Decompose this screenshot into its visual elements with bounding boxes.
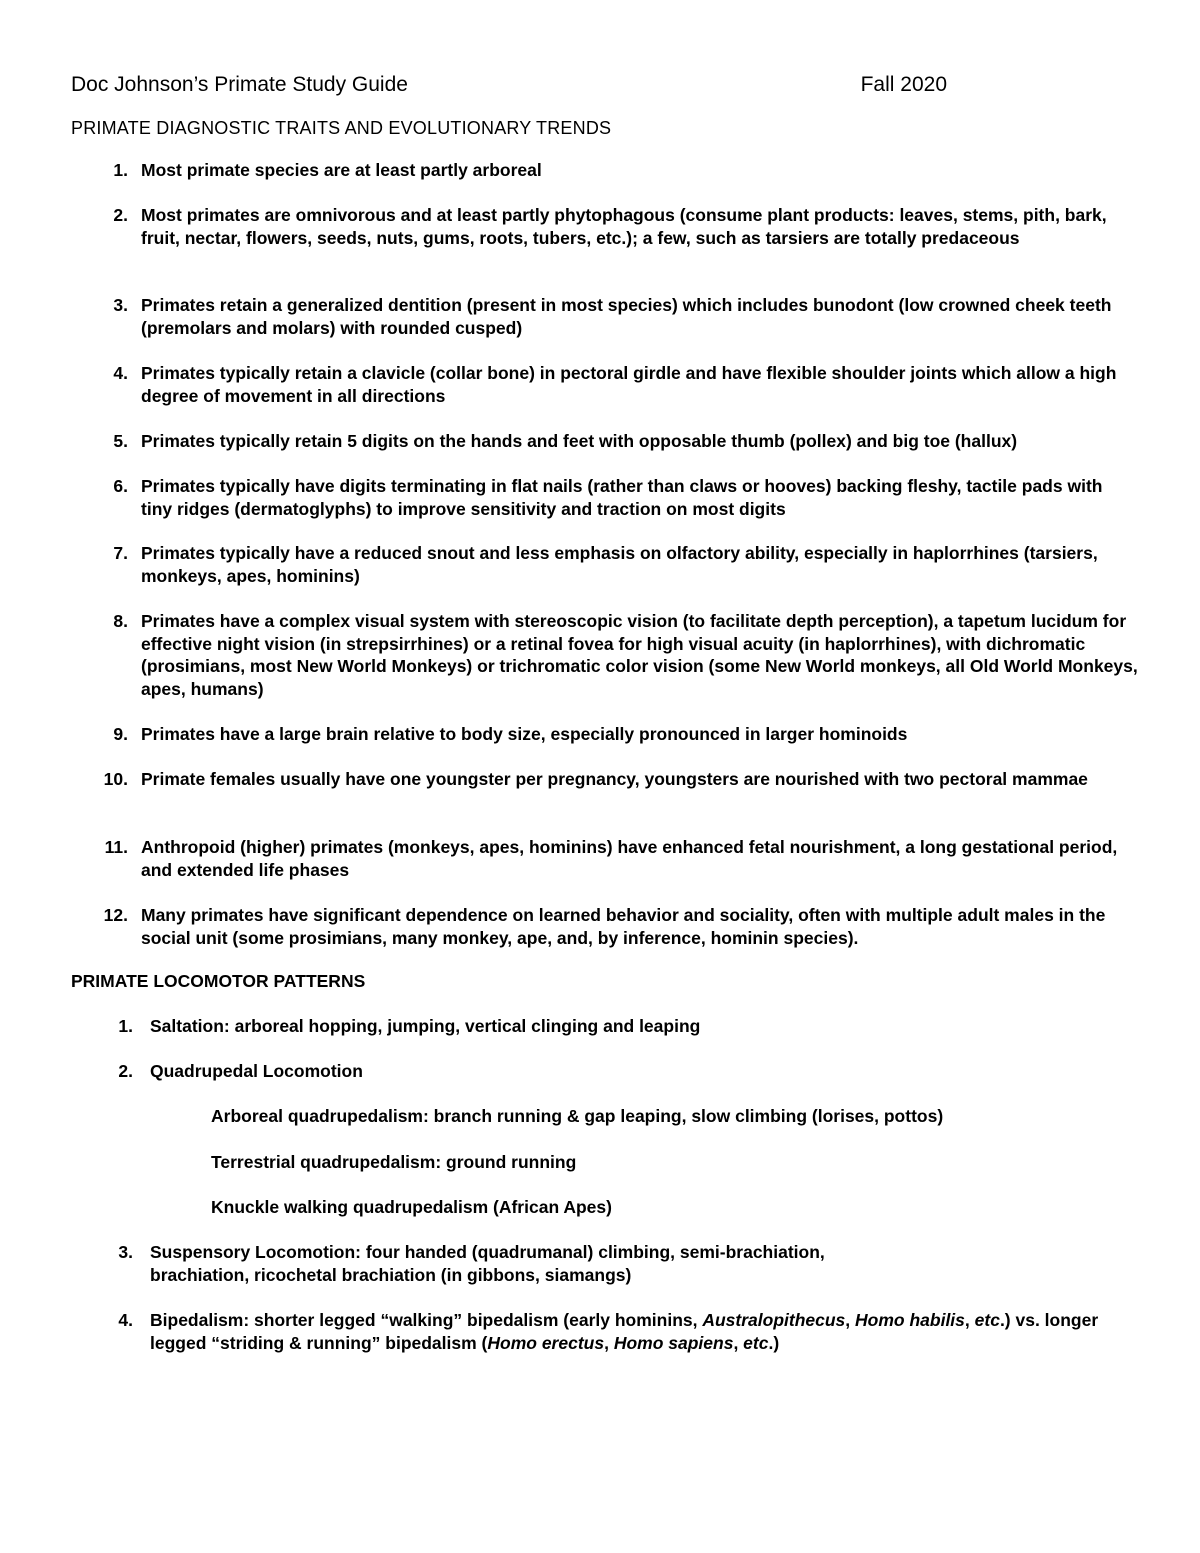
list-item: [98, 1060, 1128, 1083]
locomotion-heading: PRIMATE LOCOMOTOR PATTERNS: [71, 971, 366, 991]
document-header: [71, 72, 947, 98]
text-segment: .): [768, 1332, 780, 1353]
etc-text: etc: [974, 1310, 1000, 1330]
list-item-bipedalism: [98, 1309, 1133, 1354]
list-item: [98, 768, 1138, 791]
quadrupedal-type-terrestrial: Terrestrial quadrupedalism: ground running: [211, 1152, 577, 1172]
item-text: Suspensory Locomotion: four handed (quadrumanal) climbing, semi-brachiation, brachiation, ricochetal brachiation (in gibbons, siamangs): [150, 1242, 825, 1285]
taxon-name: Homo erectus: [487, 1332, 605, 1353]
item-number: 11.: [104, 837, 128, 857]
item-text: [150, 1309, 1133, 1354]
list-item: [98, 836, 1138, 881]
document-title: Doc Johnson’s Primate Study Guide: [71, 73, 408, 96]
item-text: Primates typically retain 5 digits on the hands and feet with opposable thumb (pollex) and big toe (hallux): [141, 431, 1018, 451]
taxon-name: Homo habilis: [855, 1310, 965, 1330]
item-number: 2.: [118, 1061, 133, 1081]
list-item: [98, 1015, 1128, 1038]
text-segment: ,: [964, 1310, 975, 1330]
text-segment: Bipedalism: shorter legged “walking” bipedalism (early hominins,: [150, 1310, 703, 1330]
item-number: 4.: [118, 1310, 133, 1330]
item-number: 3.: [118, 1242, 133, 1262]
document-term: Fall 2020: [860, 73, 947, 96]
item-text: Primate females usually have one youngster per pregnancy, youngsters are nourished with two pectoral mammae: [141, 769, 1088, 789]
item-text: Anthropoid (higher) primates (monkeys, apes, hominins) have enhanced fetal nourishment, a long gestational period, and extended life phases: [141, 837, 1118, 880]
item-number: 9.: [113, 724, 128, 744]
item-number: 10.: [103, 769, 128, 789]
item-text: Most primates are omnivorous and at least partly phytophagous (consume plant products: leaves, stems, pith, bark, fruit, nectar, flowers, seeds, nuts, gums, roots, tubers, etc.); a few, such as tarsiers are totally predaceous: [141, 205, 1107, 248]
taxon-name: Homo sapiens: [613, 1332, 734, 1353]
item-number: 7.: [113, 543, 128, 563]
list-item: [98, 159, 1138, 182]
text-segment: ,: [733, 1332, 744, 1353]
item-number: 3.: [113, 295, 128, 315]
list-item: [98, 542, 1138, 587]
item-number: 6.: [113, 476, 128, 496]
item-number: 4.: [113, 363, 128, 383]
item-number: 2.: [113, 205, 128, 225]
item-number: 5.: [113, 431, 128, 451]
list-item: [98, 362, 1138, 407]
item-text: Primates typically have digits terminating in flat nails (rather than claws or hooves) backing fleshy, tactile pads with tiny ridges (dermatoglyphs) to improve sensitivity and traction on most digits: [141, 476, 1103, 519]
text-segment: ,: [845, 1310, 856, 1330]
item-number: 12.: [103, 905, 128, 925]
item-text: Primates retain a generalized dentition (present in most species) which includes bunodont (low crowned cheek teeth (premolars and molars) with rounded cusped): [141, 295, 1112, 338]
list-item: [98, 204, 1138, 249]
item-text: Primates have a complex visual system with stereoscopic vision (to facilitate depth perception), a tapetum lucidum for effective night vision (in strepsirrhines) or a retinal fovea for high visual acuity (in haplorrhines), with dichromatic (prosimians, most New World Monkeys) or trichromatic color vision (some New World monkeys, all Old World Monkeys, apes, humans): [141, 611, 1138, 699]
taxon-name: Australopithecus: [702, 1310, 846, 1330]
list-item: [98, 1241, 928, 1286]
list-item: [98, 610, 1138, 700]
text-segment: .) vs. longer legged “striding & running” bipedalism (: [150, 1310, 1099, 1353]
list-item: [98, 475, 1138, 520]
item-number: 1.: [113, 160, 128, 180]
text-segment: ,: [604, 1332, 614, 1353]
item-text: Primates typically retain a clavicle (collar bone) in pectoral girdle and have flexible shoulder joints which allow a high degree of movement in all directions: [141, 363, 1117, 406]
traits-heading: PRIMATE DIAGNOSTIC TRAITS AND EVOLUTIONARY TRENDS: [71, 118, 612, 138]
item-text: Quadrupedal Locomotion: [150, 1061, 363, 1081]
quadrupedal-type-arboreal: Arboreal quadrupedalism: branch running & gap leaping, slow climbing (lorises, pottos): [211, 1106, 944, 1126]
list-item: [98, 723, 1138, 746]
item-text: Many primates have significant dependence on learned behavior and sociality, often with multiple adult males in the social unit (some prosimians, many monkey, ape, and, by inference, hominin species).: [141, 905, 1106, 948]
item-number: 1.: [118, 1016, 133, 1036]
etc-text: etc: [743, 1332, 769, 1353]
item-text: Most primate species are at least partly arboreal: [141, 160, 542, 180]
item-text: Primates typically have a reduced snout and less emphasis on olfactory ability, especially in haplorrhines (tarsiers, monkeys, apes, hominins): [141, 543, 1098, 586]
list-item: [98, 904, 1138, 949]
item-text: Saltation: arboreal hopping, jumping, vertical clinging and leaping: [150, 1016, 701, 1036]
item-number: 8.: [113, 611, 128, 631]
quadrupedal-type-knuckle-walking: Knuckle walking quadrupedalism (African Apes): [211, 1197, 612, 1217]
list-item: [98, 294, 1138, 339]
list-item: [98, 430, 1138, 453]
item-text: Primates have a large brain relative to body size, especially pronounced in larger hominoids: [141, 724, 908, 744]
